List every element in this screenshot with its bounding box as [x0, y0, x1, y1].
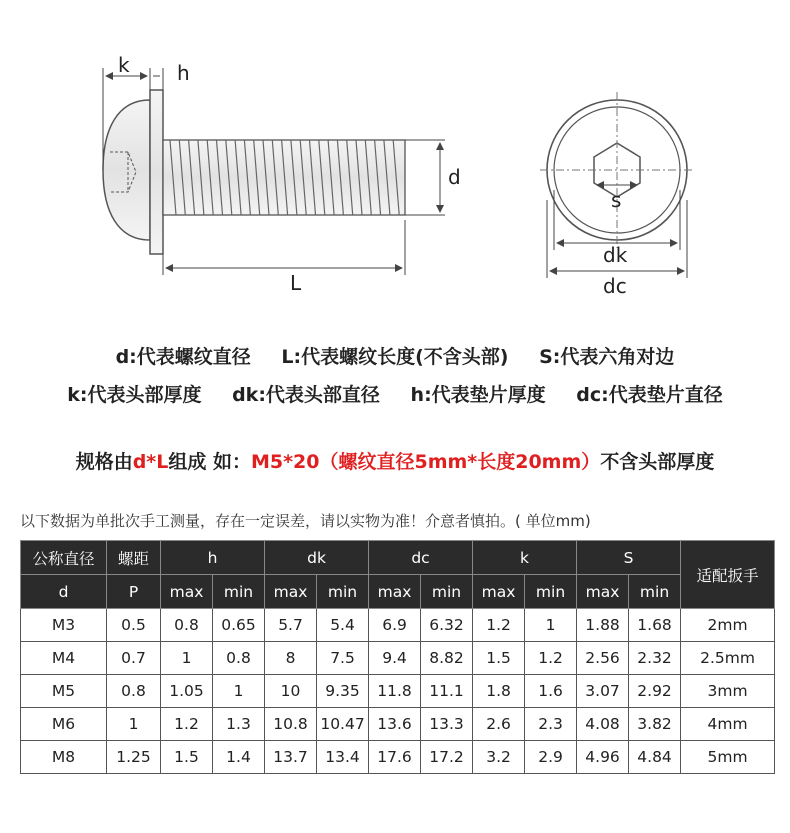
- col-header-dk: dk: [265, 541, 369, 575]
- example-prefix: 规格由: [75, 451, 133, 473]
- table-cell: 5mm: [681, 741, 775, 774]
- table-cell: 7.5: [317, 642, 369, 675]
- table-cell: 0.8: [107, 675, 161, 708]
- screw-technical-drawing: [0, 0, 790, 300]
- col-header-h: h: [161, 541, 265, 575]
- table-cell: 1: [161, 642, 213, 675]
- label-dk: dk: [603, 243, 628, 267]
- table-cell: 1: [107, 708, 161, 741]
- table-cell: 1.6: [525, 675, 577, 708]
- table-cell: 0.7: [107, 642, 161, 675]
- table-cell: 1.5: [473, 642, 525, 675]
- table-cell: 3.2: [473, 741, 525, 774]
- sub-header-cell: max: [369, 575, 421, 609]
- table-cell: M3: [21, 609, 107, 642]
- spec-table: [20, 540, 775, 774]
- table-row: [21, 642, 775, 675]
- table-row: [21, 708, 775, 741]
- table-cell: 6.32: [421, 609, 473, 642]
- table-cell: 0.5: [107, 609, 161, 642]
- table-cell: 17.6: [369, 741, 421, 774]
- table-cell: 10: [265, 675, 317, 708]
- sub-header-cell: min: [213, 575, 265, 609]
- table-cell: 4.96: [577, 741, 629, 774]
- table-cell: M4: [21, 642, 107, 675]
- table-row: [21, 741, 775, 774]
- table-cell: M8: [21, 741, 107, 774]
- label-s: s: [611, 188, 622, 212]
- table-cell: 2.5mm: [681, 642, 775, 675]
- sub-header-cell: min: [629, 575, 681, 609]
- table-cell: 2.56: [577, 642, 629, 675]
- screw-front-view: [540, 92, 694, 298]
- table-cell: 9.35: [317, 675, 369, 708]
- table-cell: 1: [525, 609, 577, 642]
- table-cell: 11.1: [421, 675, 473, 708]
- col-header-s: S: [577, 541, 681, 575]
- table-cell: 2.92: [629, 675, 681, 708]
- sub-header-cell: max: [577, 575, 629, 609]
- label-dc: dc: [603, 274, 627, 298]
- table-row: [21, 609, 775, 642]
- table-cell: 1.2: [525, 642, 577, 675]
- table-cell: 4mm: [681, 708, 775, 741]
- table-cell: 1.5: [161, 741, 213, 774]
- sub-header-cell: min: [525, 575, 577, 609]
- col-header-dc: dc: [369, 541, 473, 575]
- label-k: k: [118, 53, 130, 77]
- legend-item: dc:代表垫片直径: [576, 384, 723, 406]
- table-cell: 0.8: [213, 642, 265, 675]
- label-d: d: [448, 165, 461, 189]
- legend-row-2: [0, 380, 790, 407]
- sub-header-cell: P: [107, 575, 161, 609]
- table-cell: M6: [21, 708, 107, 741]
- legend-item: k:代表头部厚度: [67, 384, 202, 406]
- table-cell: 1.88: [577, 609, 629, 642]
- table-cell: 9.4: [369, 642, 421, 675]
- table-cell: 1.05: [161, 675, 213, 708]
- sub-header-cell: max: [265, 575, 317, 609]
- legend-item: dk:代表头部直径: [232, 384, 380, 406]
- table-cell: 13.7: [265, 741, 317, 774]
- table-cell: 8.82: [421, 642, 473, 675]
- sub-header-cell: min: [421, 575, 473, 609]
- table-cell: 3mm: [681, 675, 775, 708]
- label-L: L: [290, 271, 302, 295]
- example-spec: M5*20（螺纹直径5mm*长度20mm）: [250, 451, 601, 473]
- table-cell: 2.3: [525, 708, 577, 741]
- table-cell: 10.47: [317, 708, 369, 741]
- legend-row-1: [0, 342, 790, 369]
- col-header-k: k: [473, 541, 577, 575]
- sub-header-cell: d: [21, 575, 107, 609]
- example-formula: d*L: [132, 451, 169, 473]
- table-cell: 4.08: [577, 708, 629, 741]
- legend-item: L:代表螺纹长度(不含头部): [281, 346, 509, 368]
- table-cell: 11.8: [369, 675, 421, 708]
- table-cell: 4.84: [629, 741, 681, 774]
- table-cell: 8: [265, 642, 317, 675]
- table-cell: 2.6: [473, 708, 525, 741]
- col-header-pitch: 螺距: [107, 541, 161, 575]
- legend-item: S:代表六角对边: [539, 346, 675, 368]
- table-cell: 1.25: [107, 741, 161, 774]
- table-cell: 1.2: [161, 708, 213, 741]
- table-cell: 2.32: [629, 642, 681, 675]
- table-cell: 1: [213, 675, 265, 708]
- sub-header-cell: max: [161, 575, 213, 609]
- screw-side-view: [103, 53, 461, 295]
- sub-header-cell: max: [473, 575, 525, 609]
- table-cell: 1.8: [473, 675, 525, 708]
- spec-example: [0, 447, 790, 474]
- table-cell: 3.07: [577, 675, 629, 708]
- table-row: [21, 675, 775, 708]
- table-cell: 2mm: [681, 609, 775, 642]
- table-cell: 1.2: [473, 609, 525, 642]
- sub-header-cell: min: [317, 575, 369, 609]
- table-cell: M5: [21, 675, 107, 708]
- legend-item: d:代表螺纹直径: [115, 346, 251, 368]
- table-cell: 1.4: [213, 741, 265, 774]
- table-cell: 0.65: [213, 609, 265, 642]
- measurement-note: 以下数据为单批次手工测量，存在一定误差，请以实物为准！介意者慎拍。( 单位mm): [20, 512, 591, 530]
- table-cell: 1.3: [213, 708, 265, 741]
- table-cell: 13.6: [369, 708, 421, 741]
- label-h: h: [177, 61, 190, 85]
- table-cell: 10.8: [265, 708, 317, 741]
- col-header-nominal: 公称直径: [21, 541, 107, 575]
- table-cell: 1.68: [629, 609, 681, 642]
- legend-item: h:代表垫片厚度: [410, 384, 546, 406]
- table-cell: 5.4: [317, 609, 369, 642]
- table-cell: 13.3: [421, 708, 473, 741]
- table-cell: 13.4: [317, 741, 369, 774]
- table-cell: 2.9: [525, 741, 577, 774]
- table-cell: 0.8: [161, 609, 213, 642]
- col-header-wrench: 适配扳手: [681, 541, 775, 609]
- table-cell: 6.9: [369, 609, 421, 642]
- example-middle: 组成 如：: [168, 451, 251, 473]
- example-suffix: 不含头部厚度: [600, 451, 715, 473]
- table-cell: 3.82: [629, 708, 681, 741]
- table-cell: 17.2: [421, 741, 473, 774]
- table-cell: 5.7: [265, 609, 317, 642]
